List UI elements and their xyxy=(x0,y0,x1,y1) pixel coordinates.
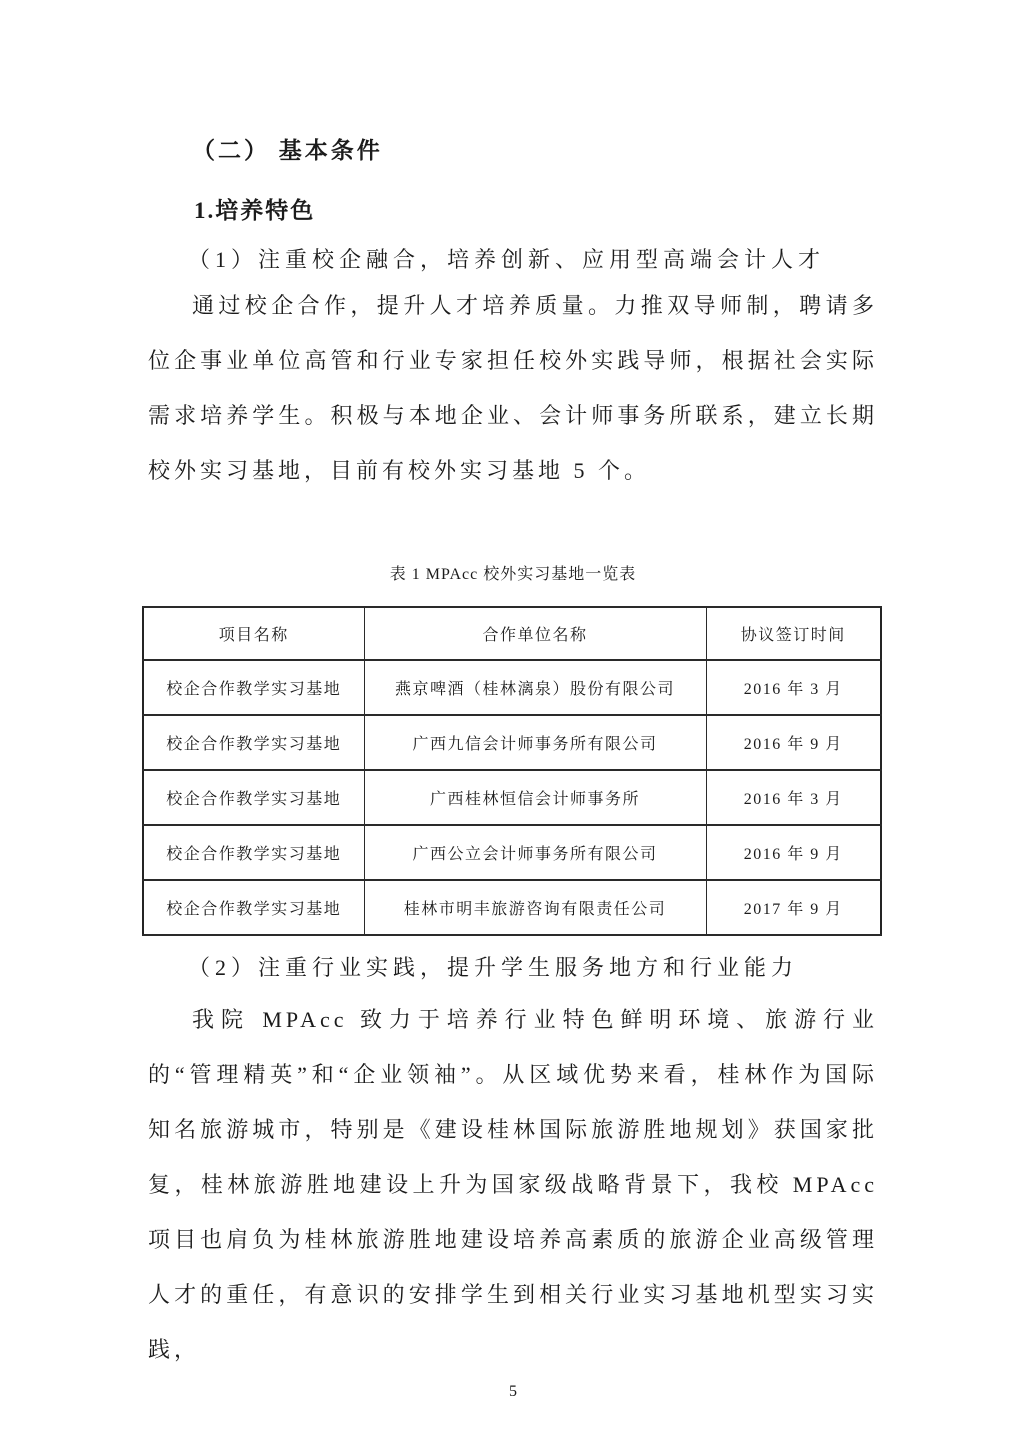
cell-partner-name: 广西九信会计师事务所有限公司 xyxy=(364,715,706,770)
cell-project-name: 校企合作教学实习基地 xyxy=(143,770,364,825)
column-header-signing-date: 协议签订时间 xyxy=(706,607,881,660)
table-row xyxy=(143,660,881,715)
section-heading: （二） 基本条件 xyxy=(192,138,383,163)
table-row xyxy=(143,715,881,770)
page-number: 5 xyxy=(509,1383,517,1400)
cell-project-name: 校企合作教学实习基地 xyxy=(143,825,364,880)
cell-signing-date: 2016 年 3 月 xyxy=(706,770,881,825)
cell-signing-date: 2016 年 9 月 xyxy=(706,715,881,770)
page-content xyxy=(148,136,878,1407)
subsection-heading: 1.培养特色 xyxy=(194,198,316,223)
cell-partner-name: 广西桂林恒信会计师事务所 xyxy=(364,770,706,825)
column-header-project-name: 项目名称 xyxy=(143,607,364,660)
table-caption: 表 1 MPAcc 校外实习基地一览表 xyxy=(389,566,637,583)
cell-partner-name: 广西公立会计师事务所有限公司 xyxy=(364,825,706,880)
paragraph-2: 我院 MPAcc 致力于培养行业特色鲜明环境、旅游行业的“管理精英”和“企业领袖”。从区域优势来看，桂林作为国际知名旅游城市，特别是《建设桂林国际旅游胜地规划》获国家批复，桂林旅游胜地建设上升为国家级战略背景下，我校 MPAcc 项目也肩负为桂林旅游胜地建设培养高素质的旅游企业高级管理人才的重任，有意识的安排学生到相关行业实习基地机型实习实践， xyxy=(148,1007,878,1362)
table-row xyxy=(143,770,881,825)
table-row xyxy=(143,825,881,880)
point-1-title: （1）注重校企融合，培养创新、应用型高端会计人才 xyxy=(188,247,826,272)
practice-base-table xyxy=(142,606,882,936)
cell-project-name: 校企合作教学实习基地 xyxy=(143,880,364,935)
table-header-row xyxy=(143,607,881,660)
column-header-partner-name: 合作单位名称 xyxy=(364,607,706,660)
cell-project-name: 校企合作教学实习基地 xyxy=(143,715,364,770)
cell-partner-name: 燕京啤酒（桂林漓泉）股份有限公司 xyxy=(364,660,706,715)
paragraph-1: 通过校企合作，提升人才培养质量。力推双导师制，聘请多位企事业单位高管和行业专家担任校外实践导师，根据社会实际需求培养学生。积极与本地企业、会计师事务所联系，建立长期校外实习基地，目前有校外实习基地 5 个。 xyxy=(148,293,878,483)
cell-signing-date: 2017 年 9 月 xyxy=(706,880,881,935)
cell-signing-date: 2016 年 3 月 xyxy=(706,660,881,715)
table-row xyxy=(143,880,881,935)
cell-partner-name: 桂林市明丰旅游咨询有限责任公司 xyxy=(364,880,706,935)
cell-signing-date: 2016 年 9 月 xyxy=(706,825,881,880)
point-2-title: （2）注重行业实践，提升学生服务地方和行业能力 xyxy=(188,955,799,980)
cell-project-name: 校企合作教学实习基地 xyxy=(143,660,364,715)
